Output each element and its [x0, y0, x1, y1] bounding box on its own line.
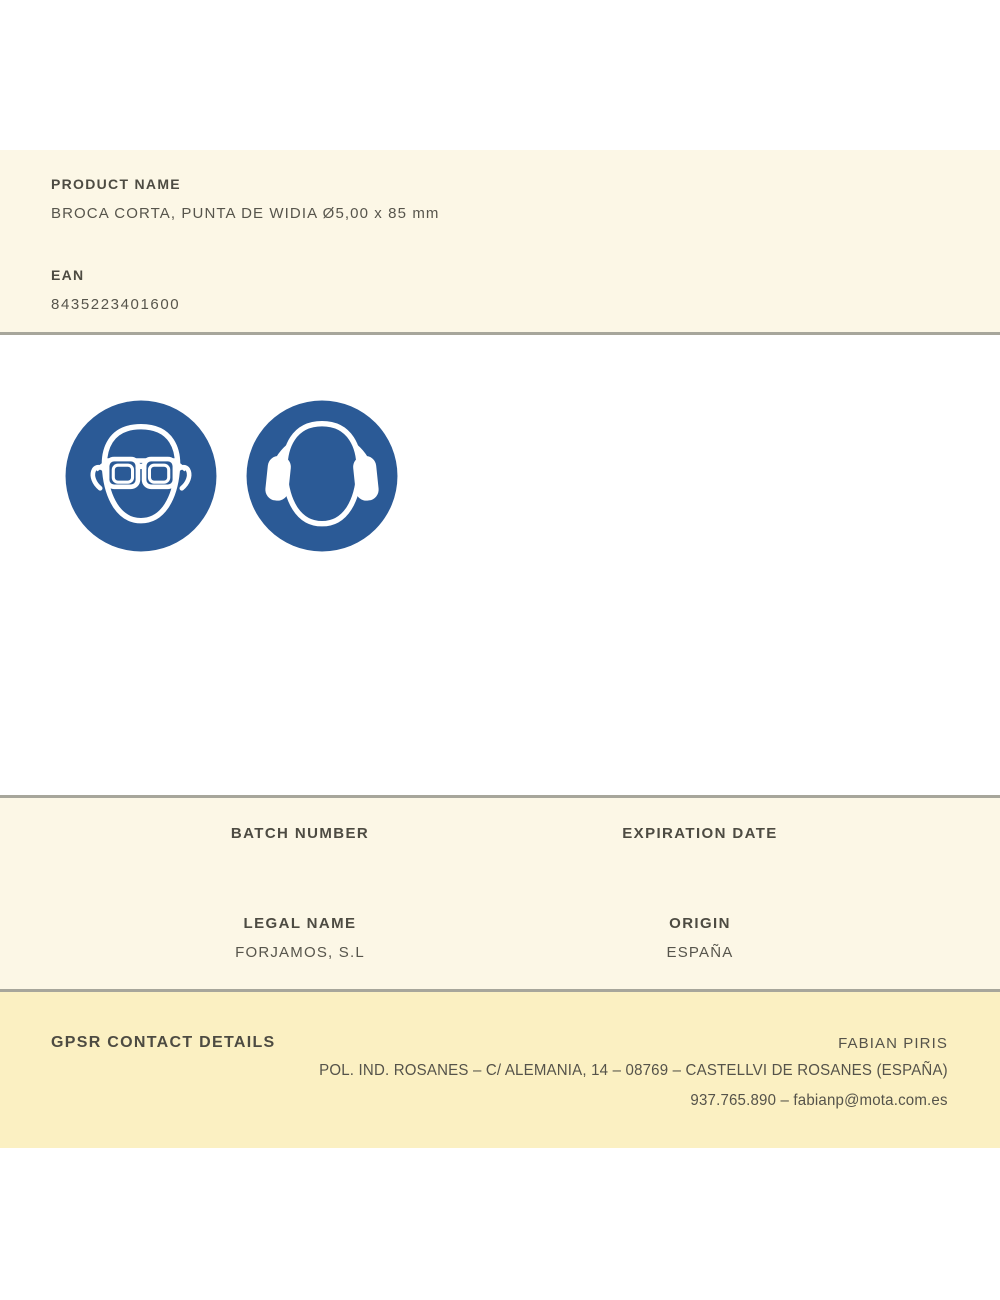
product-name-value: BROCA CORTA, PUNTA DE WIDIA Ø5,00 x 85 mm [51, 205, 440, 222]
origin-value: ESPAÑA [666, 944, 734, 961]
batch-number-label: BATCH NUMBER [230, 825, 370, 842]
legal-name-label: LEGAL NAME [243, 915, 357, 932]
origin-value-cell [500, 944, 900, 961]
product-name-label: PRODUCT NAME [51, 176, 181, 192]
contact-person-name: FABIAN PIRIS [838, 1035, 948, 1052]
ean-label: EAN [51, 267, 85, 283]
expiration-date-label: EXPIRATION DATE [622, 825, 778, 842]
expiration-date-cell [500, 825, 900, 842]
wear-eye-protection-icon [64, 399, 218, 553]
legal-name-value: FORJAMOS, S.L [235, 944, 365, 961]
origin-label: ORIGIN [669, 915, 731, 932]
legal-name-cell [100, 915, 500, 932]
origin-cell [500, 915, 900, 932]
wear-ear-protection-icon [245, 399, 399, 553]
contact-phone-email: 937.765.890 – fabianp@mota.com.es [690, 1092, 948, 1109]
legal-name-value-cell [100, 944, 500, 961]
safety-icon-row [64, 399, 399, 553]
ean-value: 8435223401600 [51, 296, 181, 313]
batch-number-cell [100, 825, 500, 842]
contact-address: POL. IND. ROSANES – C/ ALEMANIA, 14 – 08769 – CASTELLVI DE ROSANES (ESPAÑA) [319, 1062, 948, 1079]
gpsr-contact-details-label: GPSR CONTACT DETAILS [51, 1034, 276, 1051]
